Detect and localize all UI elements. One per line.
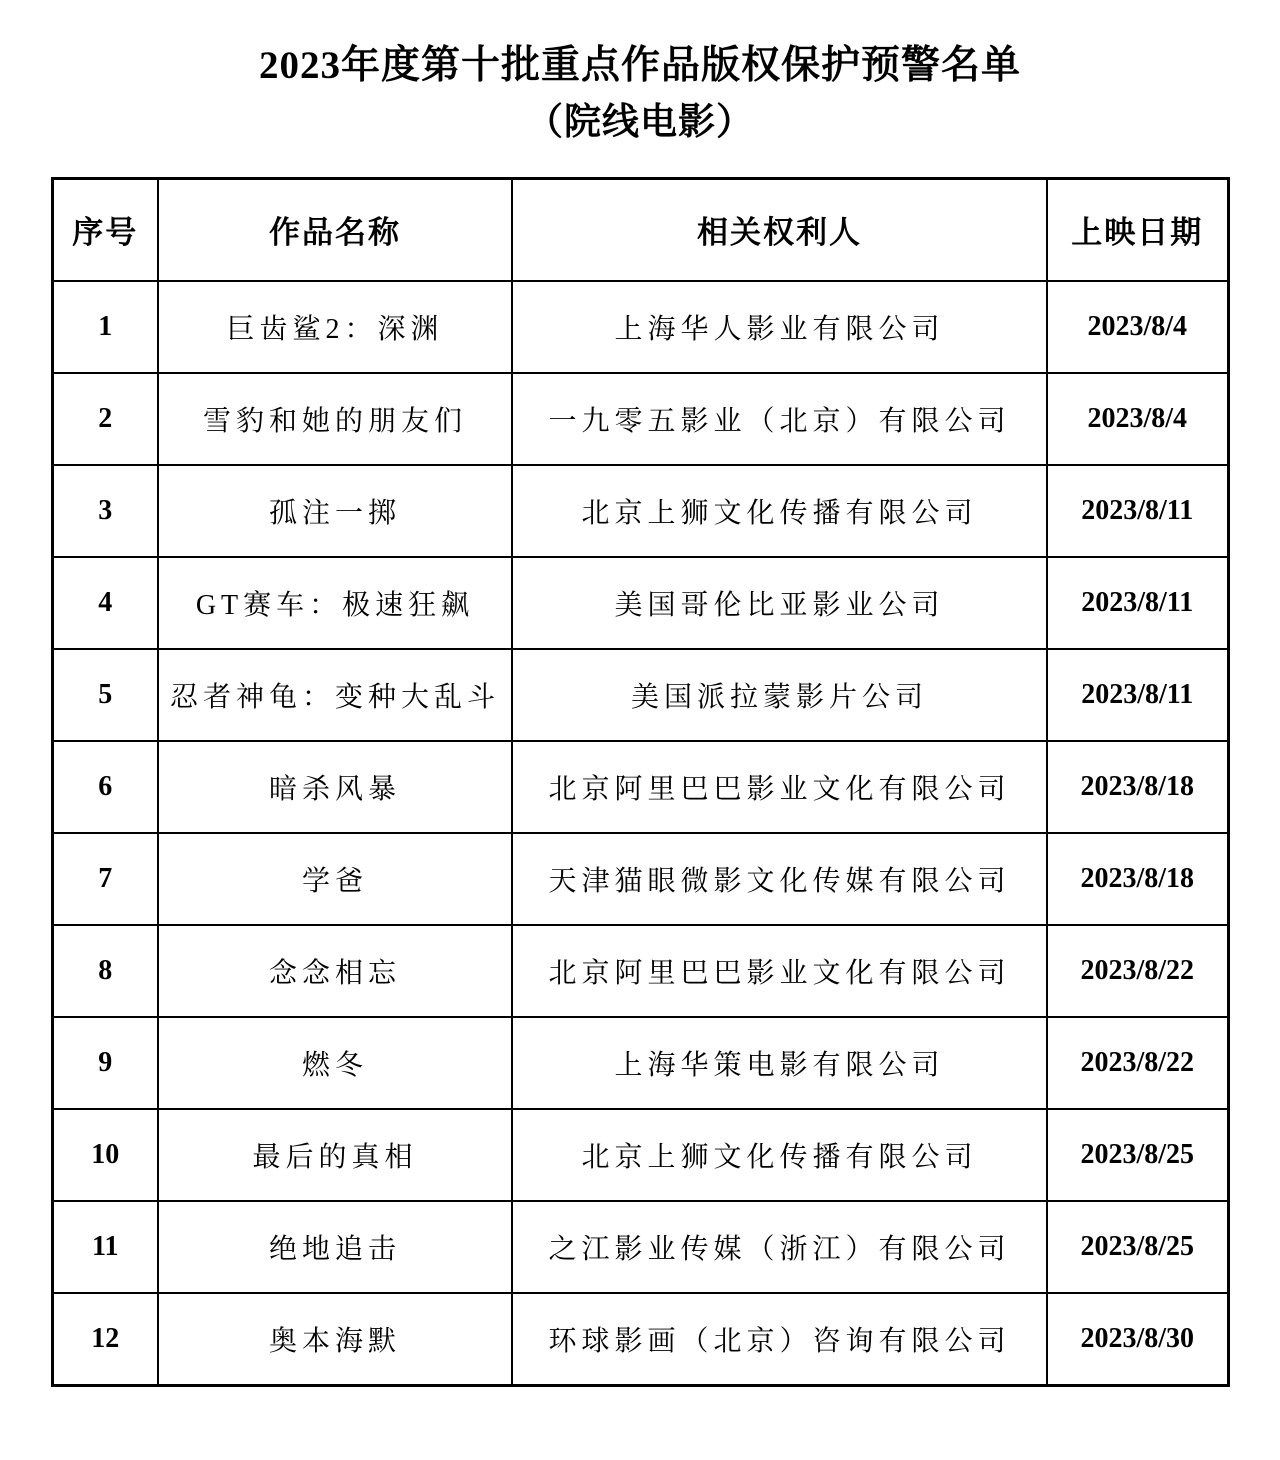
cell-work-title: 巨齿鲨2：深渊 (158, 281, 512, 373)
cell-rights-holder: 北京阿里巴巴影业文化有限公司 (512, 741, 1047, 833)
cell-no: 4 (52, 557, 158, 649)
cell-work-title: 学爸 (158, 833, 512, 925)
cell-no: 7 (52, 833, 158, 925)
cell-no: 3 (52, 465, 158, 557)
cell-work-title: 燃冬 (158, 1017, 512, 1109)
cell-release-date: 2023/8/25 (1047, 1109, 1228, 1201)
copyright-warning-table (51, 177, 1230, 1387)
cell-work-title: 雪豹和她的朋友们 (158, 373, 512, 465)
cell-no: 6 (52, 741, 158, 833)
table-row (52, 1017, 1228, 1109)
cell-work-title: 念念相忘 (158, 925, 512, 1017)
page-title: 2023年度第十批重点作品版权保护预警名单 (258, 44, 1021, 87)
table-row (52, 465, 1228, 557)
table-row (52, 649, 1228, 741)
cell-rights-holder: 北京上狮文化传播有限公司 (512, 465, 1047, 557)
cell-work-title: 绝地追击 (158, 1201, 512, 1293)
cell-no: 10 (52, 1109, 158, 1201)
cell-rights-holder: 一九零五影业（北京）有限公司 (512, 373, 1047, 465)
table-row (52, 281, 1228, 373)
cell-release-date: 2023/8/11 (1047, 465, 1228, 557)
cell-work-title: GT赛车：极速狂飙 (158, 557, 512, 649)
cell-release-date: 2023/8/18 (1047, 741, 1228, 833)
cell-work-title: 奥本海默 (158, 1293, 512, 1386)
table-row (52, 557, 1228, 649)
cell-rights-holder: 天津猫眼微影文化传媒有限公司 (512, 833, 1047, 925)
table-row (52, 925, 1228, 1017)
table-row (52, 1293, 1228, 1386)
cell-no: 9 (52, 1017, 158, 1109)
header-row (52, 178, 1228, 281)
cell-no: 11 (52, 1201, 158, 1293)
cell-rights-holder: 之江影业传媒（浙江）有限公司 (512, 1201, 1047, 1293)
cell-rights-holder: 上海华策电影有限公司 (512, 1017, 1047, 1109)
table-row (52, 373, 1228, 465)
cell-release-date: 2023/8/25 (1047, 1201, 1228, 1293)
cell-release-date: 2023/8/22 (1047, 925, 1228, 1017)
cell-release-date: 2023/8/22 (1047, 1017, 1228, 1109)
cell-rights-holder: 环球影画（北京）咨询有限公司 (512, 1293, 1047, 1386)
cell-rights-holder: 美国哥伦比亚影业公司 (512, 557, 1047, 649)
cell-no: 2 (52, 373, 158, 465)
table-row (52, 1109, 1228, 1201)
cell-release-date: 2023/8/11 (1047, 557, 1228, 649)
cell-release-date: 2023/8/18 (1047, 833, 1228, 925)
cell-rights-holder: 北京上狮文化传播有限公司 (512, 1109, 1047, 1201)
cell-release-date: 2023/8/4 (1047, 281, 1228, 373)
cell-release-date: 2023/8/11 (1047, 649, 1228, 741)
cell-no: 8 (52, 925, 158, 1017)
table-body (52, 281, 1228, 1386)
cell-work-title: 最后的真相 (158, 1109, 512, 1201)
cell-rights-holder: 上海华人影业有限公司 (512, 281, 1047, 373)
cell-release-date: 2023/8/4 (1047, 373, 1228, 465)
col-header-release-date: 上映日期 (1047, 178, 1228, 281)
cell-work-title: 暗杀风暴 (158, 741, 512, 833)
table-row (52, 1201, 1228, 1293)
table-row (52, 741, 1228, 833)
col-header-no: 序号 (52, 178, 158, 281)
cell-no: 1 (52, 281, 158, 373)
cell-work-title: 忍者神龟：变种大乱斗 (158, 649, 512, 741)
table-row (52, 833, 1228, 925)
col-header-rights-holder: 相关权利人 (512, 178, 1047, 281)
cell-rights-holder: 北京阿里巴巴影业文化有限公司 (512, 925, 1047, 1017)
cell-release-date: 2023/8/30 (1047, 1293, 1228, 1386)
table-header (52, 178, 1228, 281)
cell-no: 12 (52, 1293, 158, 1386)
cell-rights-holder: 美国派拉蒙影片公司 (512, 649, 1047, 741)
cell-no: 5 (52, 649, 158, 741)
cell-work-title: 孤注一掷 (158, 465, 512, 557)
col-header-work-title: 作品名称 (158, 178, 512, 281)
page-subtitle: （院线电影） (526, 101, 754, 143)
